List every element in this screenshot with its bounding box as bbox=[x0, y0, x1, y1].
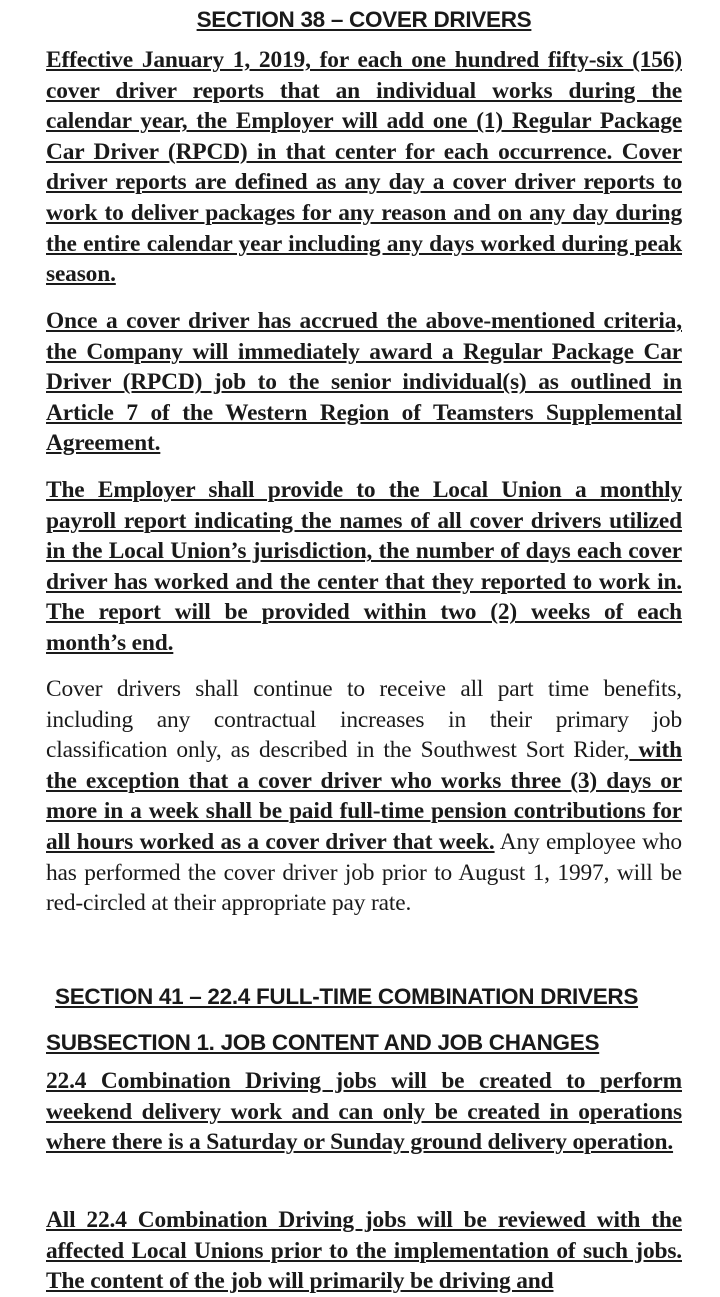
paragraph-4-comma: , bbox=[623, 737, 630, 764]
paragraph-4-red-circled-text: Any employee who has performed the cover driver job prior to August 1, 1997, will be red-circled at their appropriate pay rate. bbox=[46, 828, 682, 917]
section-41-heading: SECTION 41 – 22.4 FULL-TIME COMBINATION DRIVERS bbox=[55, 984, 639, 1009]
section-38-paragraph-4 bbox=[46, 674, 682, 919]
paragraph-4-benefits-text: Cover drivers shall continue to receive all part time benefits, including any contractual increases in their primary job classification only, as described in the Southwest Sort Rider bbox=[46, 676, 682, 764]
section-41-paragraph-1 bbox=[46, 1066, 682, 1158]
subsection-1-heading: SUBSECTION 1. JOB CONTENT AND JOB CHANGES bbox=[46, 1030, 600, 1055]
section-38-paragraph-1 bbox=[46, 45, 682, 290]
section-38-paragraph-1-text: Effective January 1, 2019, for each one hundred fifty-six (156) cover driver reports that an individual works during the calendar year, the Employer will add one (1) Regular Package Car Driver (RPCD) in that center for each occurrence. Cover driver reports are defined as any day a cover driver reports to work to deliver packages for any reason and on any day during the entire calendar year including any days worked during peak season. bbox=[46, 47, 682, 288]
paragraph-4-pension-exception: with the exception that a cover driver who works three (3) days or more in a week shall be paid full-time pension contributions for all hours worked as a cover driver that week. bbox=[46, 737, 682, 855]
section-38-paragraph-2-text: Once a cover driver has accrued the above-mentioned criteria, the Company will immediately award a Regular Package Car Driver (RPCD) job to the senior individual(s) as outlined in Article 7 of the Western Region of Teamsters Supplemental Agreement. bbox=[46, 308, 682, 457]
section-38-heading: SECTION 38 – COVER DRIVERS bbox=[196, 7, 532, 32]
section-38-paragraph-3 bbox=[46, 475, 682, 659]
section-41-paragraph-2 bbox=[46, 1205, 682, 1297]
section-38-paragraph-3-text: The Employer shall provide to the Local Union a monthly payroll report indicating the names of all cover drivers utilized in the Local Union’s jurisdiction, the number of days each cover driver has worked and the center that they reported to work in. The report will be provided within two (2) weeks of each month’s end. bbox=[46, 477, 682, 656]
section-41-paragraph-2-text: All 22.4 Combination Driving jobs will be reviewed with the affected Local Unions prior to the implementation of such jobs. The content of the job will primarily be driving and bbox=[46, 1207, 682, 1295]
section-41-paragraph-1-text: 22.4 Combination Driving jobs will be created to perform weekend delivery work and can only be created in operations where there is a Saturday or Sunday ground delivery operation. bbox=[46, 1068, 682, 1156]
section-38-paragraph-2 bbox=[46, 306, 682, 459]
